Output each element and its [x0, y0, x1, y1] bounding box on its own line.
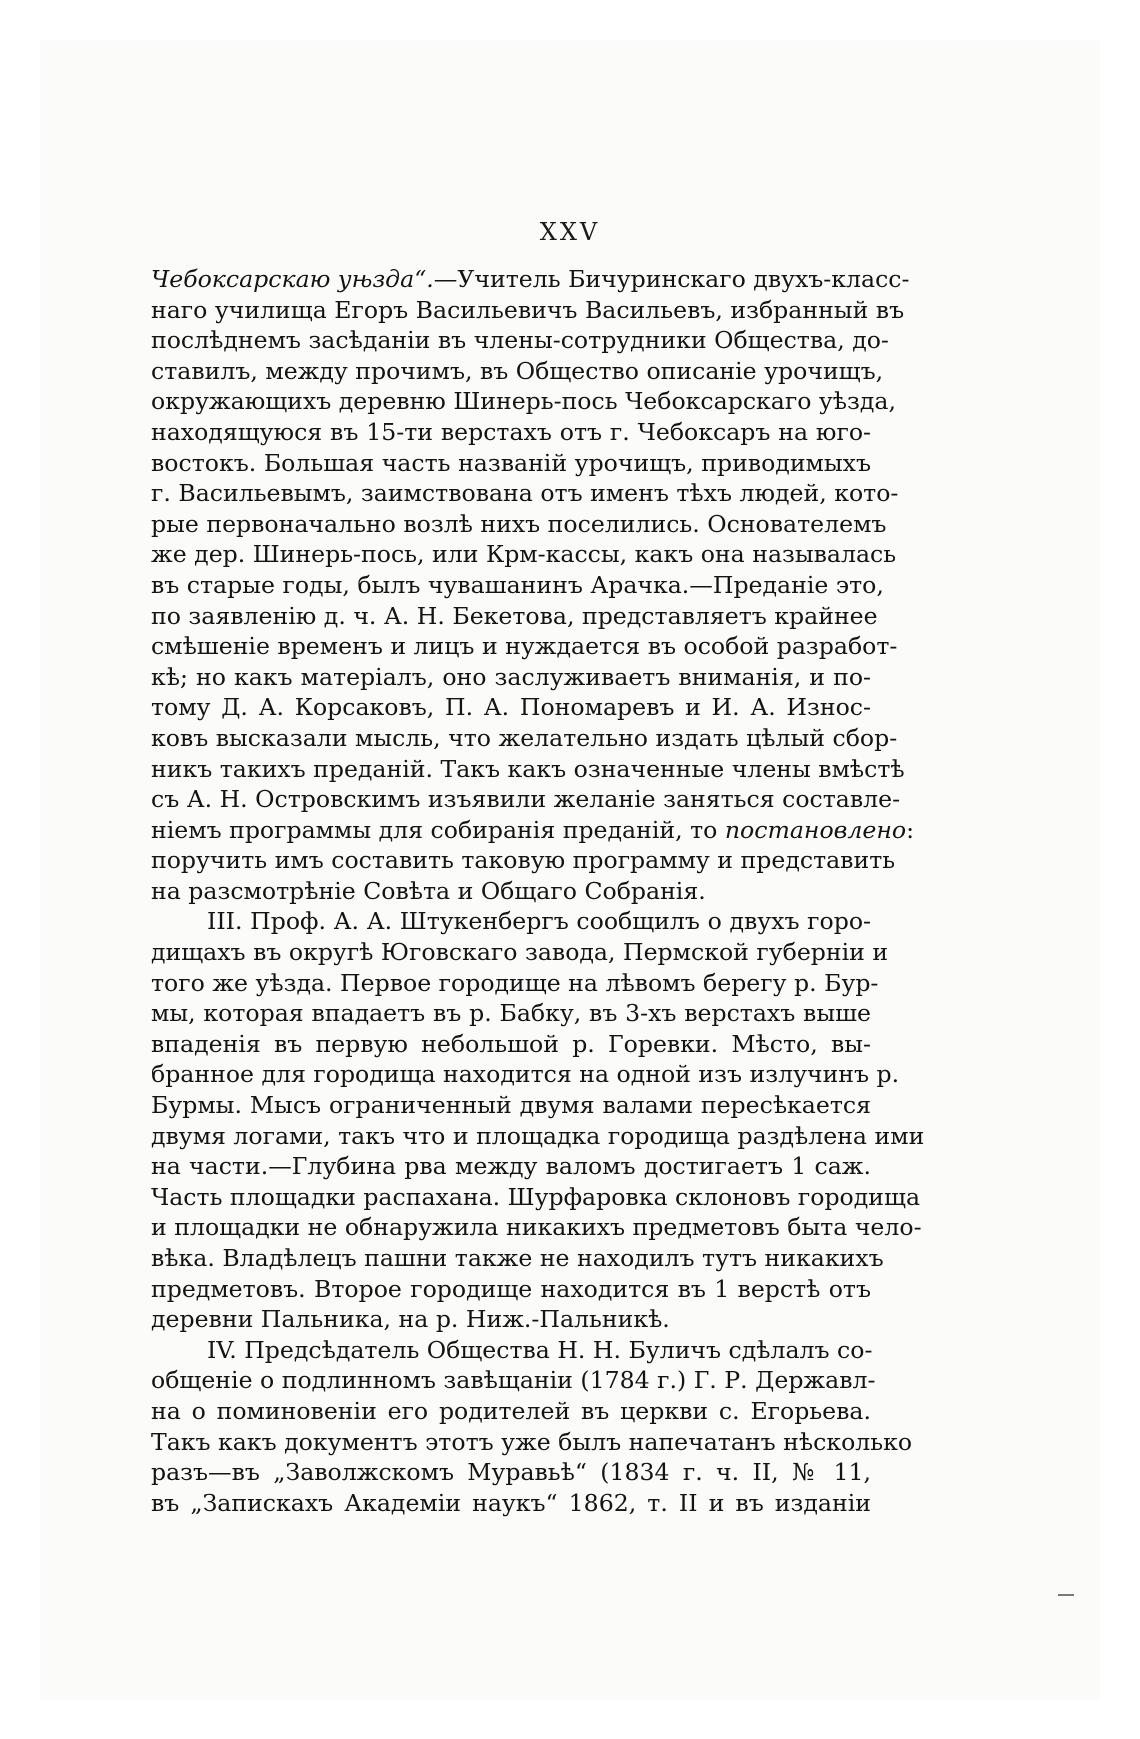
- text-line: Бурмы. Мысъ ограниченный двумя валами пересѣкается: [151, 1091, 871, 1120]
- text-line: ковъ высказали мысль, что желательно издать цѣлый сбор-: [151, 723, 898, 752]
- text-line: наго училища Егоръ Васильевичъ Васильевъ, избранный въ: [151, 295, 905, 324]
- text-line: деревни Пальника, на р. Ниж.-Пальникѣ.: [151, 1305, 670, 1334]
- text-line: дищахъ въ округѣ Юговскаго завода, Пермской губерніи и: [151, 938, 889, 967]
- text-line: находящуюся въ 15-ти верстахъ отъ г. Чебоксаръ на юго-: [151, 417, 871, 446]
- text-line: Чебоксарскаю уњзда“.—Учитель Бичуринскаго двухъ-класс-: [151, 265, 910, 293]
- text-line: тому Д. А. Корсаковъ, П. А. Пономаревъ и И. А. Износ-: [151, 693, 871, 722]
- text-line: на части.—Глубина рва между валомъ достигаетъ 1 саж.: [151, 1152, 871, 1181]
- text-line: на разсмотрѣніе Совѣта и Общаго Собранія.: [151, 876, 706, 905]
- text-line: того же уѣзда. Первое городище на лѣвомъ берегу р. Бур-: [151, 968, 879, 997]
- text-line: Часть площадки распахана. Шурфаровка склоновъ городища: [151, 1182, 921, 1211]
- text-line: разъ—въ „Заволжскомъ Муравьѣ“ (1834 г. ч. II, № 11,: [151, 1458, 871, 1487]
- page-number: XXV: [539, 218, 601, 246]
- text-line: окружающихъ деревню Шинерь-пось Чебоксарскаго уѣзда,: [151, 387, 896, 416]
- italic-run: Чебоксарскаю уњзда“.: [151, 265, 434, 293]
- text-line: г. Васильевымъ, заимствована отъ именъ тѣхъ людей, кото-: [151, 479, 899, 508]
- text-line: ставилъ, между прочимъ, въ Общество описаніе урочищъ,: [151, 356, 884, 385]
- text-line: въ старые годы, былъ чувашанинъ Арачка.—Преданіе это,: [151, 570, 884, 599]
- paragraph: [151, 264, 910, 906]
- text-line: III. Проф. А. А. Штукенбергъ сообщилъ о двухъ горо-: [207, 907, 871, 936]
- paragraph: [151, 906, 925, 1334]
- text-line: смѣшеніе временъ и лицъ и нуждается въ особой разработ-: [151, 632, 898, 661]
- scan-artifact-mark: [1058, 1594, 1074, 1596]
- text-line: впаденія въ первую небольшой р. Горевки. Мѣсто, вы-: [151, 1029, 871, 1058]
- text-line: поручить имъ составить таковую программу и представить: [151, 846, 896, 875]
- text-line: двумя логами, такъ что и площадка городища раздѣлена ими: [151, 1121, 925, 1150]
- text-line: IV. Предсѣдатель Общества Н. Н. Буличъ сдѣлалъ со-: [207, 1335, 873, 1364]
- text-line: Такъ какъ документъ этотъ уже былъ напечатанъ нѣсколько: [151, 1427, 913, 1456]
- text-line: по заявленію д. ч. А. Н. Бекетова, представляетъ крайнее: [151, 601, 878, 630]
- text-line: никъ такихъ преданій. Такъ какъ означенные члены вмѣстѣ: [151, 754, 905, 783]
- paragraph: [151, 1335, 913, 1519]
- text-line: съ А. Н. Островскимъ изъявили желаніе заняться составле-: [151, 785, 901, 814]
- text-line: общеніе о подлинномъ завѣщаніи (1784 г.) Г. Р. Державл-: [151, 1366, 876, 1395]
- text-line: предметовъ. Второе городище находится въ 1 верстѣ отъ: [151, 1274, 871, 1303]
- text-line: въ „Запискахъ Академіи наукъ“ 1862, т. II и въ изданіи: [151, 1488, 871, 1517]
- text-line: мы, которая впадаетъ въ р. Бабку, въ 3-хъ верстахъ выше: [151, 999, 871, 1028]
- text-line: послѣднемъ засѣданіи въ члены-сотрудники Общества, до-: [151, 326, 889, 355]
- text-line: востокъ. Большая часть названій урочищъ, приводимыхъ: [151, 448, 871, 477]
- text-line: кѣ; но какъ матеріалъ, оно заслуживаетъ вниманія, и по-: [151, 662, 871, 691]
- text-line: же дер. Шинерь-пось, или Крм-кассы, какъ она называлась: [151, 540, 897, 569]
- italic-run: постановлено: [724, 815, 907, 844]
- text-line: ніемъ программы для собиранія преданій, то постановлено: [151, 815, 907, 844]
- text-line: вѣка. Владѣлецъ пашни также не находилъ тутъ никакихъ: [151, 1244, 884, 1272]
- text-line: рые первоначально возлѣ нихъ поселились. Основателемъ: [151, 509, 887, 538]
- text-line: и площадки не обнаружила никакихъ предметовъ быта чело-: [151, 1213, 922, 1242]
- text-line: на о поминовеніи его родителей въ церкви с. Егорьева.: [151, 1396, 871, 1425]
- text-line: бранное для городища находится на одной изъ излучинъ р.: [151, 1060, 900, 1089]
- body-text: [151, 264, 925, 1518]
